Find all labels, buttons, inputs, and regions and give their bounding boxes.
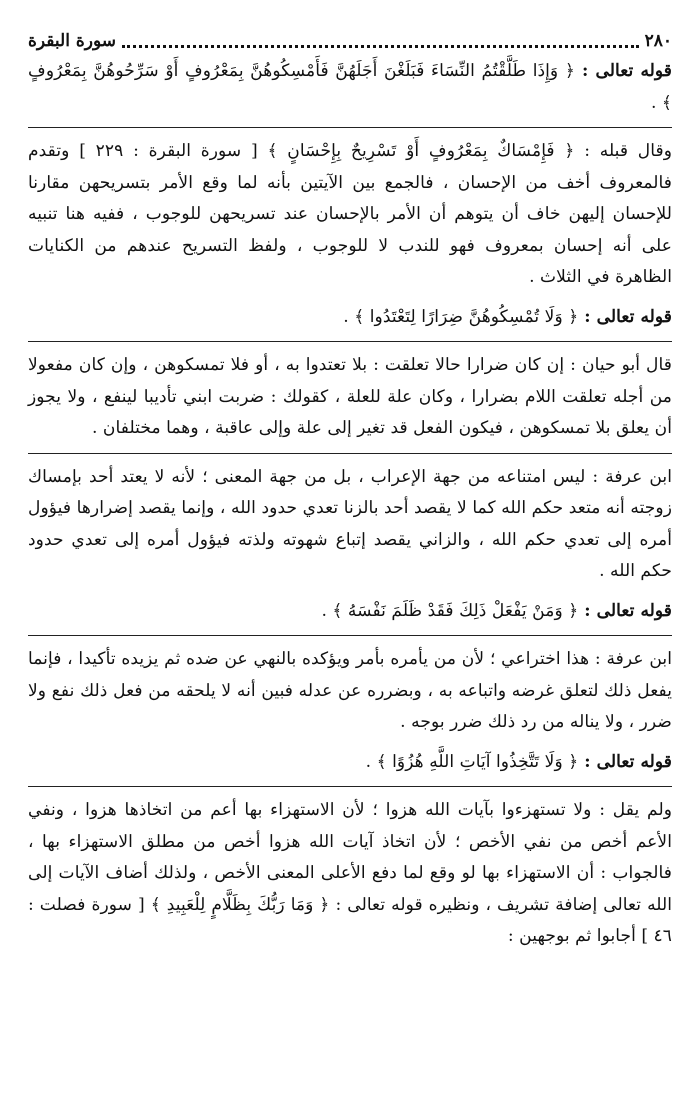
quran-quote: ﴿ وَمَنْ يَفْعَلْ ذَلِكَ فَقَدْ ظَلَمَ نَفْسَهُ ﴾ (332, 600, 579, 621)
page-number: ٢٨٠ (644, 31, 672, 51)
surah-reference: [ سورة فصلت : ٤٦ ] (28, 894, 672, 946)
commentary-paragraph (28, 795, 672, 953)
verse-end: . (365, 751, 377, 772)
divider (28, 341, 672, 342)
verse-end: . (343, 306, 355, 327)
verse-end: . (650, 92, 662, 113)
commentary-end: أجابوا ثم بوجهين : (507, 926, 636, 946)
verse-label: قوله تعالى : (578, 751, 672, 772)
commentary-text: وتقدم فالمعروف أخف من الإحسان ، فالجمع بين الآيتين بأنه لما وقع الأمر بتسريحهن مقارنا للإحسان إليهن خاف أن يتوهم أن الأمر بالإحسان عند تسريحهن للوجوب ، ففيه هنا تنبيه على أنه إحسان بمعروف فهو للندب لا للوجوب ، ولفظ التسريح عندهم من الكنايات الظاهرة في الثلاث . (28, 141, 672, 287)
divider (28, 635, 672, 636)
verse-label: قوله تعالى : (578, 306, 672, 327)
verse-label: قوله تعالى : (574, 61, 672, 81)
verse-label: قوله تعالى : (578, 600, 672, 621)
verse-end: . (321, 600, 333, 621)
verse-paragraph (28, 747, 672, 779)
commentary-paragraph: ابن عرفة : ليس امتناعه من جهة الإعراب ، بل من جهة المعنى ؛ لأنه لا يعتد أحد بإمساك زوجته أنه متعد حكم الله كما لا يقصد أحد بالزنا تعدي حدود الله ، وإنما يقصد إضرارها فيؤول أمره إلى تعدي حكم الله ، والزاني يقصد إتباع شهوته ولذته فيؤول أمره إلى تعدي حدود حكم الله . (28, 466, 672, 581)
header-dotted-leader (122, 45, 639, 48)
quran-quote: ﴿ وَلَا تَتَّخِذُوا آيَاتِ اللَّهِ هُزُوًا ﴾ (376, 751, 579, 772)
commentary-text: ولم يقل : ولا تستهزءوا بآيات الله هزوا ؛ لأن الاستهزاء بها أعم من اتخاذها هزوا ، ونفي الأعم أخص من نفي الأخص ؛ لأن اتخاذ آيات الله هزوا أخص من مطلق الاستهزاء بها ، فالجواب : أن الاستهزاء بها لو وقع لما دفع الأعلى المعنى الأخص ، ولذلك أضاف الآيات إلى الله تعالى إضافة تشريف ، ونظيره قوله تعالى : (28, 800, 672, 915)
quran-quote: ﴿ وَإِذَا طَلَّقْتُمُ النِّسَاءَ فَبَلَغْنَ أَجَلَهُنَّ فَأَمْسِكُوهُنَّ بِمَعْرُوفٍ أَوْ سَرِّحُوهُنَّ بِمَعْرُوفٍ ﴾ (28, 61, 672, 113)
divider (28, 453, 672, 454)
surah-title: سورة البقرة (28, 31, 116, 51)
verse-paragraph (28, 56, 672, 119)
divider (28, 127, 672, 128)
quran-quote: ﴿ وَلَا تُمْسِكُوهُنَّ ضِرَارًا لِتَعْتَدُوا ﴾ (354, 306, 579, 327)
divider (28, 786, 672, 787)
commentary-paragraph: ابن عرفة : هذا اختراعي ؛ لأن من يأمره بأمر ويؤكده بالنهي عن ضده ثم يزيده تأكيدا ، فإنما يفعل ذلك لتعلق غرضه واتباعه به ، وبضرره عن عدله فبين أنه لا يلحقه من فعل ذلك نفع ولا ضرر ، ولا يناله من رد ذلك ضرر بوجه . (28, 649, 672, 732)
verse-paragraph (28, 302, 672, 334)
page-header (28, 28, 672, 52)
surah-reference: [ سورة البقرة : ٢٢٩ ] (69, 141, 268, 161)
quran-quote: ﴿ وَمَا رَبُّكَ بِظَلَّامٍ لِلْعَبِيدِ ﴾ (150, 894, 330, 915)
commentary-paragraph (28, 136, 672, 294)
verse-paragraph (28, 596, 672, 628)
commentary-paragraph: قال أبو حيان : إن كان ضرارا حالا تعلقت : بلا تعتدوا به ، أو فلا تمسكوهن ، وإن كان مفعولا من أجله تعلقت اللام بضرارا ، وكان علة للعلة ، كقولك : ضربت ابني تأديبا لينفع ، ولا يجوز أن يعلق بلا تمسكوهن ، فيكون الفعل قد تغير إلى علة وإلى عاقبة ، وهما مختلفان . (28, 355, 672, 438)
quran-quote: ﴿ فَإِمْسَاكٌ بِمَعْرُوفٍ أَوْ تَسْرِيحٌ بِإِحْسَانٍ ﴾ (267, 141, 575, 161)
commentary-start: وقال قبله : (574, 141, 673, 161)
